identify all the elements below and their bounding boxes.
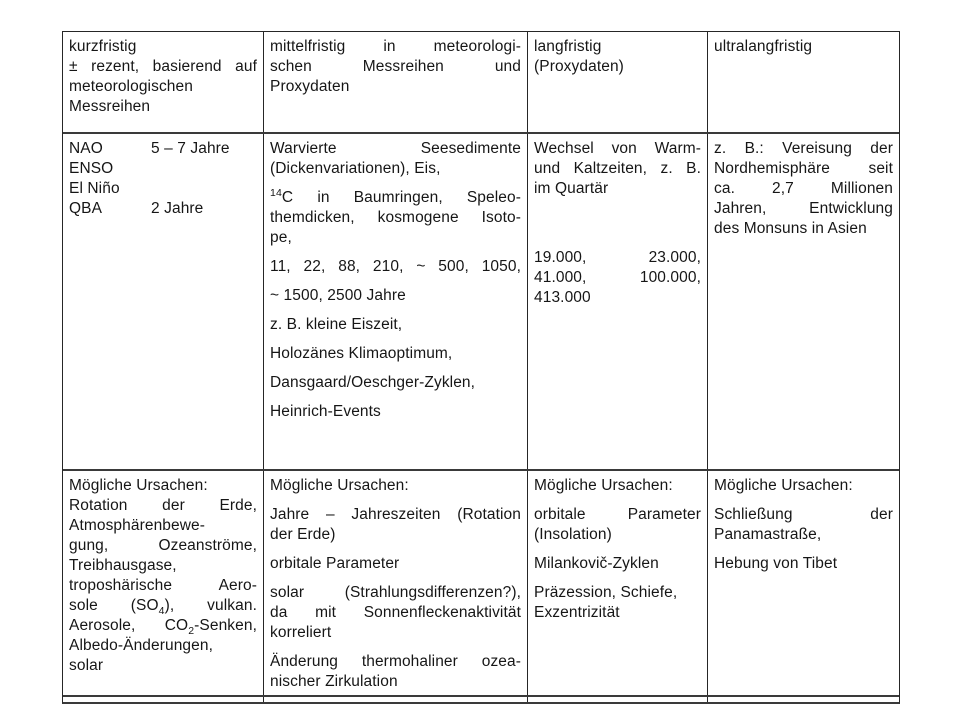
text-segment: Heinrich-Events — [270, 403, 381, 420]
text-segment: Panamastraße, — [714, 526, 822, 543]
table-cell-r3-c2 — [528, 697, 708, 702]
text-line — [69, 636, 257, 656]
text-line — [270, 139, 521, 159]
table-cell-r3-c1 — [264, 697, 528, 702]
text-line — [69, 179, 257, 199]
text-segment: (Insolation) — [534, 526, 612, 543]
text-line — [714, 159, 893, 179]
text-line — [534, 288, 701, 308]
text-segment: ~ 1500, 2500 Jahre — [270, 287, 406, 304]
text-line — [714, 476, 893, 496]
text-line — [270, 525, 521, 545]
text-line — [534, 476, 701, 496]
text-line — [714, 505, 893, 525]
table-row-possible-causes — [63, 471, 899, 697]
text-line — [69, 536, 257, 556]
text-segment: orbitale Parameter — [534, 506, 701, 523]
text-line — [534, 554, 701, 574]
paragraph — [270, 476, 521, 496]
text-line — [69, 97, 257, 117]
text-segment: ca. 2,7 Millionen — [714, 180, 893, 197]
text-line — [270, 159, 521, 179]
text-segment: (Proxydaten) — [534, 58, 624, 75]
text-segment: pe, — [270, 229, 292, 246]
paragraph — [270, 373, 521, 393]
text-line — [270, 505, 521, 525]
text-line — [270, 603, 521, 623]
superscript-text: 14 — [270, 186, 282, 199]
paragraph — [69, 139, 257, 219]
text-segment: schen Messreihen und — [270, 58, 521, 75]
text-line — [69, 57, 257, 77]
table-cell-r2-c1 — [264, 471, 528, 695]
table-cell-r1-c2 — [528, 134, 708, 469]
text-line — [534, 159, 701, 179]
text-segment: der Erde) — [270, 526, 336, 543]
text-line — [270, 652, 521, 672]
text-line — [534, 505, 701, 525]
text-line — [69, 516, 257, 536]
text-segment: QBA — [69, 200, 103, 217]
paragraph — [270, 188, 521, 248]
text-segment: Dansgaard/Oeschger-Zyklen, — [270, 374, 476, 391]
text-line — [69, 616, 257, 636]
text-line — [270, 672, 521, 692]
text-segment: Albedo-Änderungen, — [69, 637, 213, 654]
text-line — [534, 525, 701, 545]
paragraph — [534, 476, 701, 496]
text-segment: Messreihen — [69, 98, 151, 115]
text-segment: Mögliche Ursachen: — [69, 477, 208, 494]
table-cell-r3-c0 — [63, 697, 264, 702]
text-segment: ENSO — [69, 160, 114, 177]
paragraph — [69, 37, 257, 117]
subscript-text: 4 — [158, 605, 165, 618]
text-line — [69, 596, 257, 616]
text-line — [270, 583, 521, 603]
text-line — [714, 525, 893, 545]
text-segment: 2 Jahre — [151, 200, 204, 217]
text-segment: ultralangfristig — [714, 38, 813, 55]
paragraph — [714, 476, 893, 496]
text-segment: Mögliche Ursachen: — [534, 477, 673, 494]
text-line — [69, 139, 257, 159]
text-segment: Treibhausgase, — [69, 557, 177, 574]
text-line — [714, 139, 893, 159]
text-segment: -Senken, — [194, 617, 257, 634]
table-cell-r0-c3 — [708, 32, 899, 132]
text-line — [69, 476, 257, 496]
text-segment: troposhärische Aero- — [69, 577, 257, 594]
paragraph — [714, 139, 893, 239]
text-line — [534, 248, 701, 268]
text-segment: Jahre – Jahreszeiten (Rotation — [270, 506, 521, 523]
table-cell-r2-c0 — [63, 471, 264, 695]
text-segment: ± rezent, basierend auf — [69, 58, 257, 75]
text-line — [69, 656, 257, 676]
text-line — [534, 179, 701, 199]
text-segment: Schließung der — [714, 506, 893, 523]
text-segment: Atmosphärenbewe- — [69, 517, 206, 534]
table-cell-r1-c3 — [708, 134, 899, 469]
table-cell-r3-c3 — [708, 697, 899, 702]
text-segment: themdicken, kosmogene Isoto- — [270, 209, 521, 226]
paragraph — [714, 554, 893, 574]
text-segment: Holozänes Klimaoptimum, — [270, 345, 453, 362]
table-row-cutoff-stub — [63, 697, 899, 702]
text-line — [714, 37, 893, 57]
text-line — [534, 583, 701, 603]
paragraph — [534, 248, 701, 308]
table-row-header — [63, 32, 899, 134]
text-line — [270, 228, 521, 248]
text-line — [69, 556, 257, 576]
text-segment: z. B. kleine Eiszeit, — [270, 316, 403, 333]
text-segment: solar — [69, 657, 104, 674]
text-line — [714, 199, 893, 219]
text-line — [270, 37, 521, 57]
text-line — [270, 476, 521, 496]
text-segment: kurzfristig — [69, 38, 137, 55]
climate-timescales-table — [62, 31, 900, 704]
text-line — [534, 57, 701, 77]
text-segment: Nordhemisphäre seit — [714, 160, 893, 177]
text-line — [714, 219, 893, 239]
table-cell-r0-c0 — [63, 32, 264, 132]
text-segment: Rotation der Erde, — [69, 497, 257, 514]
paragraph — [270, 402, 521, 422]
text-segment: 41.000, 100.000, — [534, 269, 701, 286]
text-line — [69, 576, 257, 596]
text-segment: C in Baumringen, Speleo- — [281, 189, 521, 206]
text-segment: Präzession, Schiefe, — [534, 584, 678, 601]
table-cell-r0-c2 — [528, 32, 708, 132]
text-segment: Warvierte Seesedimente — [270, 140, 521, 157]
text-segment: Proxydaten — [270, 78, 350, 95]
paragraph — [270, 505, 521, 545]
table-row-phenomena-periods — [63, 134, 899, 471]
text-segment: z. B.: Vereisung der — [714, 140, 893, 157]
text-line — [714, 179, 893, 199]
paragraph — [270, 652, 521, 692]
text-line — [69, 159, 257, 179]
text-segment: und Kaltzeiten, z. B. — [534, 160, 701, 177]
subscript-text: 2 — [188, 625, 195, 638]
table-cell-r0-c1 — [264, 32, 528, 132]
text-segment: Änderung thermohaliner ozea- — [270, 653, 521, 670]
text-line — [534, 603, 701, 623]
text-segment: Mögliche Ursachen: — [714, 477, 853, 494]
paragraph — [534, 37, 701, 77]
text-line — [270, 402, 521, 422]
text-segment: Wechsel von Warm- — [534, 140, 701, 157]
text-segment: Mögliche Ursachen: — [270, 477, 409, 494]
paragraph — [270, 315, 521, 335]
paragraph — [270, 286, 521, 306]
text-segment: 413.000 — [534, 289, 591, 306]
text-line — [534, 268, 701, 288]
text-segment: meteorologischen — [69, 78, 193, 95]
text-segment: (Dickenvariationen), Eis, — [270, 160, 441, 177]
paragraph — [69, 476, 257, 676]
text-line — [270, 208, 521, 228]
paragraph — [534, 139, 701, 199]
paragraph — [714, 505, 893, 545]
paragraph — [270, 554, 521, 574]
paragraph — [714, 37, 893, 57]
text-line — [69, 77, 257, 97]
text-line — [270, 57, 521, 77]
text-segment: Hebung von Tibet — [714, 555, 838, 572]
paragraph — [270, 37, 521, 97]
text-segment: Jahren, Entwicklung — [714, 200, 893, 217]
text-segment: 11, 22, 88, 210, ~ 500, 1050, — [270, 258, 521, 275]
text-line — [270, 315, 521, 335]
text-segment: mittelfristig in meteorologi- — [270, 38, 521, 55]
text-line — [270, 257, 521, 277]
text-segment: da mit Sonnenfleckenaktivität — [270, 604, 521, 621]
text-line — [270, 554, 521, 574]
paragraph — [534, 583, 701, 623]
text-segment: ), vulkan. — [164, 597, 257, 614]
text-line — [270, 373, 521, 393]
text-segment: korreliert — [270, 624, 332, 641]
text-line — [534, 37, 701, 57]
text-segment: langfristig — [534, 38, 602, 55]
text-segment: des Monsuns in Asien — [714, 220, 867, 237]
text-line — [270, 77, 521, 97]
text-segment: 5 – 7 Jahre — [151, 140, 230, 157]
paragraph — [534, 505, 701, 545]
text-segment: 19.000, 23.000, — [534, 249, 701, 266]
text-segment: Exzentrizität — [534, 604, 620, 621]
text-segment: Milankovič-Zyklen — [534, 555, 659, 572]
table-cell-r1-c1 — [264, 134, 528, 469]
text-line — [270, 286, 521, 306]
text-segment: sole (SO — [69, 597, 159, 614]
table-cell-r2-c3 — [708, 471, 899, 695]
text-segment: im Quartär — [534, 180, 609, 197]
table-cell-r1-c0 — [63, 134, 264, 469]
text-segment: solar (Strahlungsdifferenzen?), — [270, 584, 521, 601]
text-line — [69, 199, 257, 219]
paragraph — [270, 139, 521, 179]
paragraph — [270, 344, 521, 364]
text-line — [270, 344, 521, 364]
text-segment: El Niño — [69, 180, 120, 197]
text-segment: orbitale Parameter — [270, 555, 400, 572]
text-line — [714, 554, 893, 574]
text-line — [69, 496, 257, 516]
paragraph — [534, 554, 701, 574]
table-cell-r2-c2 — [528, 471, 708, 695]
text-line — [69, 37, 257, 57]
text-line — [270, 188, 521, 208]
text-segment: gung, Ozeanströme, — [69, 537, 257, 554]
text-line — [270, 623, 521, 643]
paragraph — [270, 257, 521, 277]
text-line — [534, 139, 701, 159]
text-segment: Aerosole, CO — [69, 617, 189, 634]
text-segment: NAO — [69, 140, 103, 157]
paragraph — [270, 583, 521, 643]
text-segment: nischer Zirkulation — [270, 673, 398, 690]
